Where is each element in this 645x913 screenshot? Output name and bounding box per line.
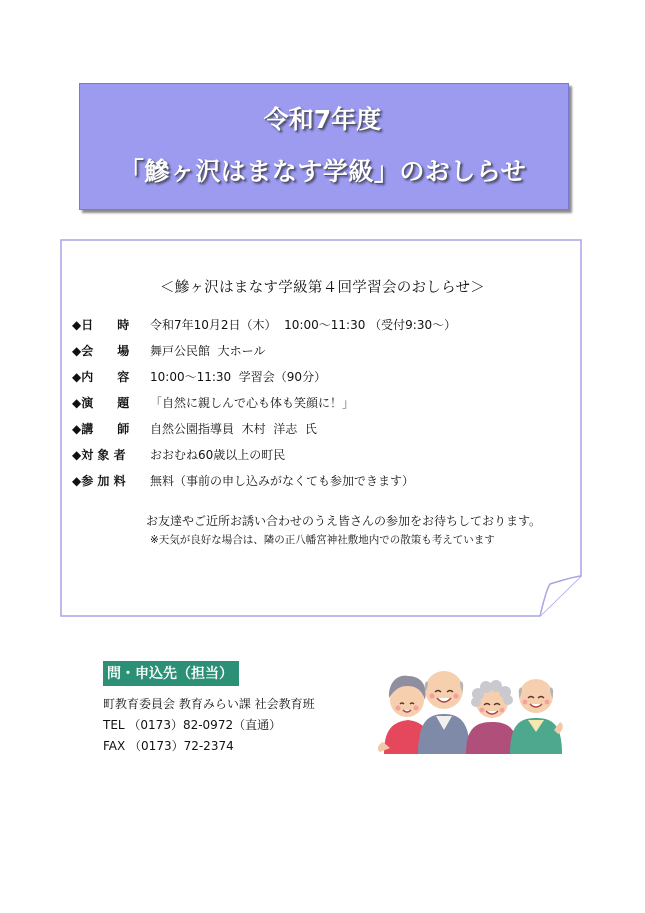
contact-tel: TEL （0173）82-0972（直通） xyxy=(103,718,282,732)
detail-value: 令和7年10月2日（木） 10:00～11:30 （受付9:30～） xyxy=(150,318,457,332)
detail-label: ◆会 場 xyxy=(72,344,130,358)
detail-label: ◆内 容 xyxy=(72,370,130,384)
page-title: 「鰺ヶ沢はまなす学級」のおしらせ xyxy=(118,157,527,186)
detail-value: 無料（事前の申し込みがなくても参加できます） xyxy=(150,474,415,488)
detail-value: 10:00～11:30 学習会（90分） xyxy=(150,370,327,384)
contact-department: 町教育委員会 教育みらい課 社会教育班 xyxy=(103,697,315,711)
detail-label: ◆対 象 者 xyxy=(72,448,126,462)
contact-heading: 問・申込先（担当） xyxy=(103,661,239,686)
contact-fax: FAX （0173）72-2374 xyxy=(103,739,234,753)
detail-label: ◆参 加 料 xyxy=(72,474,126,488)
detail-value: 自然公園指導員 木村 洋志 氏 xyxy=(150,422,317,436)
detail-label: ◆講 師 xyxy=(72,422,130,436)
detail-value: おおむね60歳以上の町民 xyxy=(150,448,286,462)
detail-label: ◆演 題 xyxy=(72,396,130,410)
page-title-year: 令和7年度 xyxy=(263,105,382,134)
elderly-group-icon xyxy=(378,664,563,760)
notice-heading: ＜鰺ヶ沢はまなす学級第４回学習会のおしらせ＞ xyxy=(159,280,486,296)
detail-label: ◆日 時 xyxy=(72,318,130,332)
closing-message: お友達やご近所お誘い合わせのうえ皆さんの参加をお待ちしております。 xyxy=(146,514,542,528)
weather-note: ※天気が良好な場合は、隣の正八幡宮神社敷地内での散策も考えています xyxy=(150,534,495,546)
detail-value: 「自然に親しんで心も体も笑顔に！」 xyxy=(150,396,355,410)
detail-value: 舞戸公民館 大ホール xyxy=(150,344,266,358)
